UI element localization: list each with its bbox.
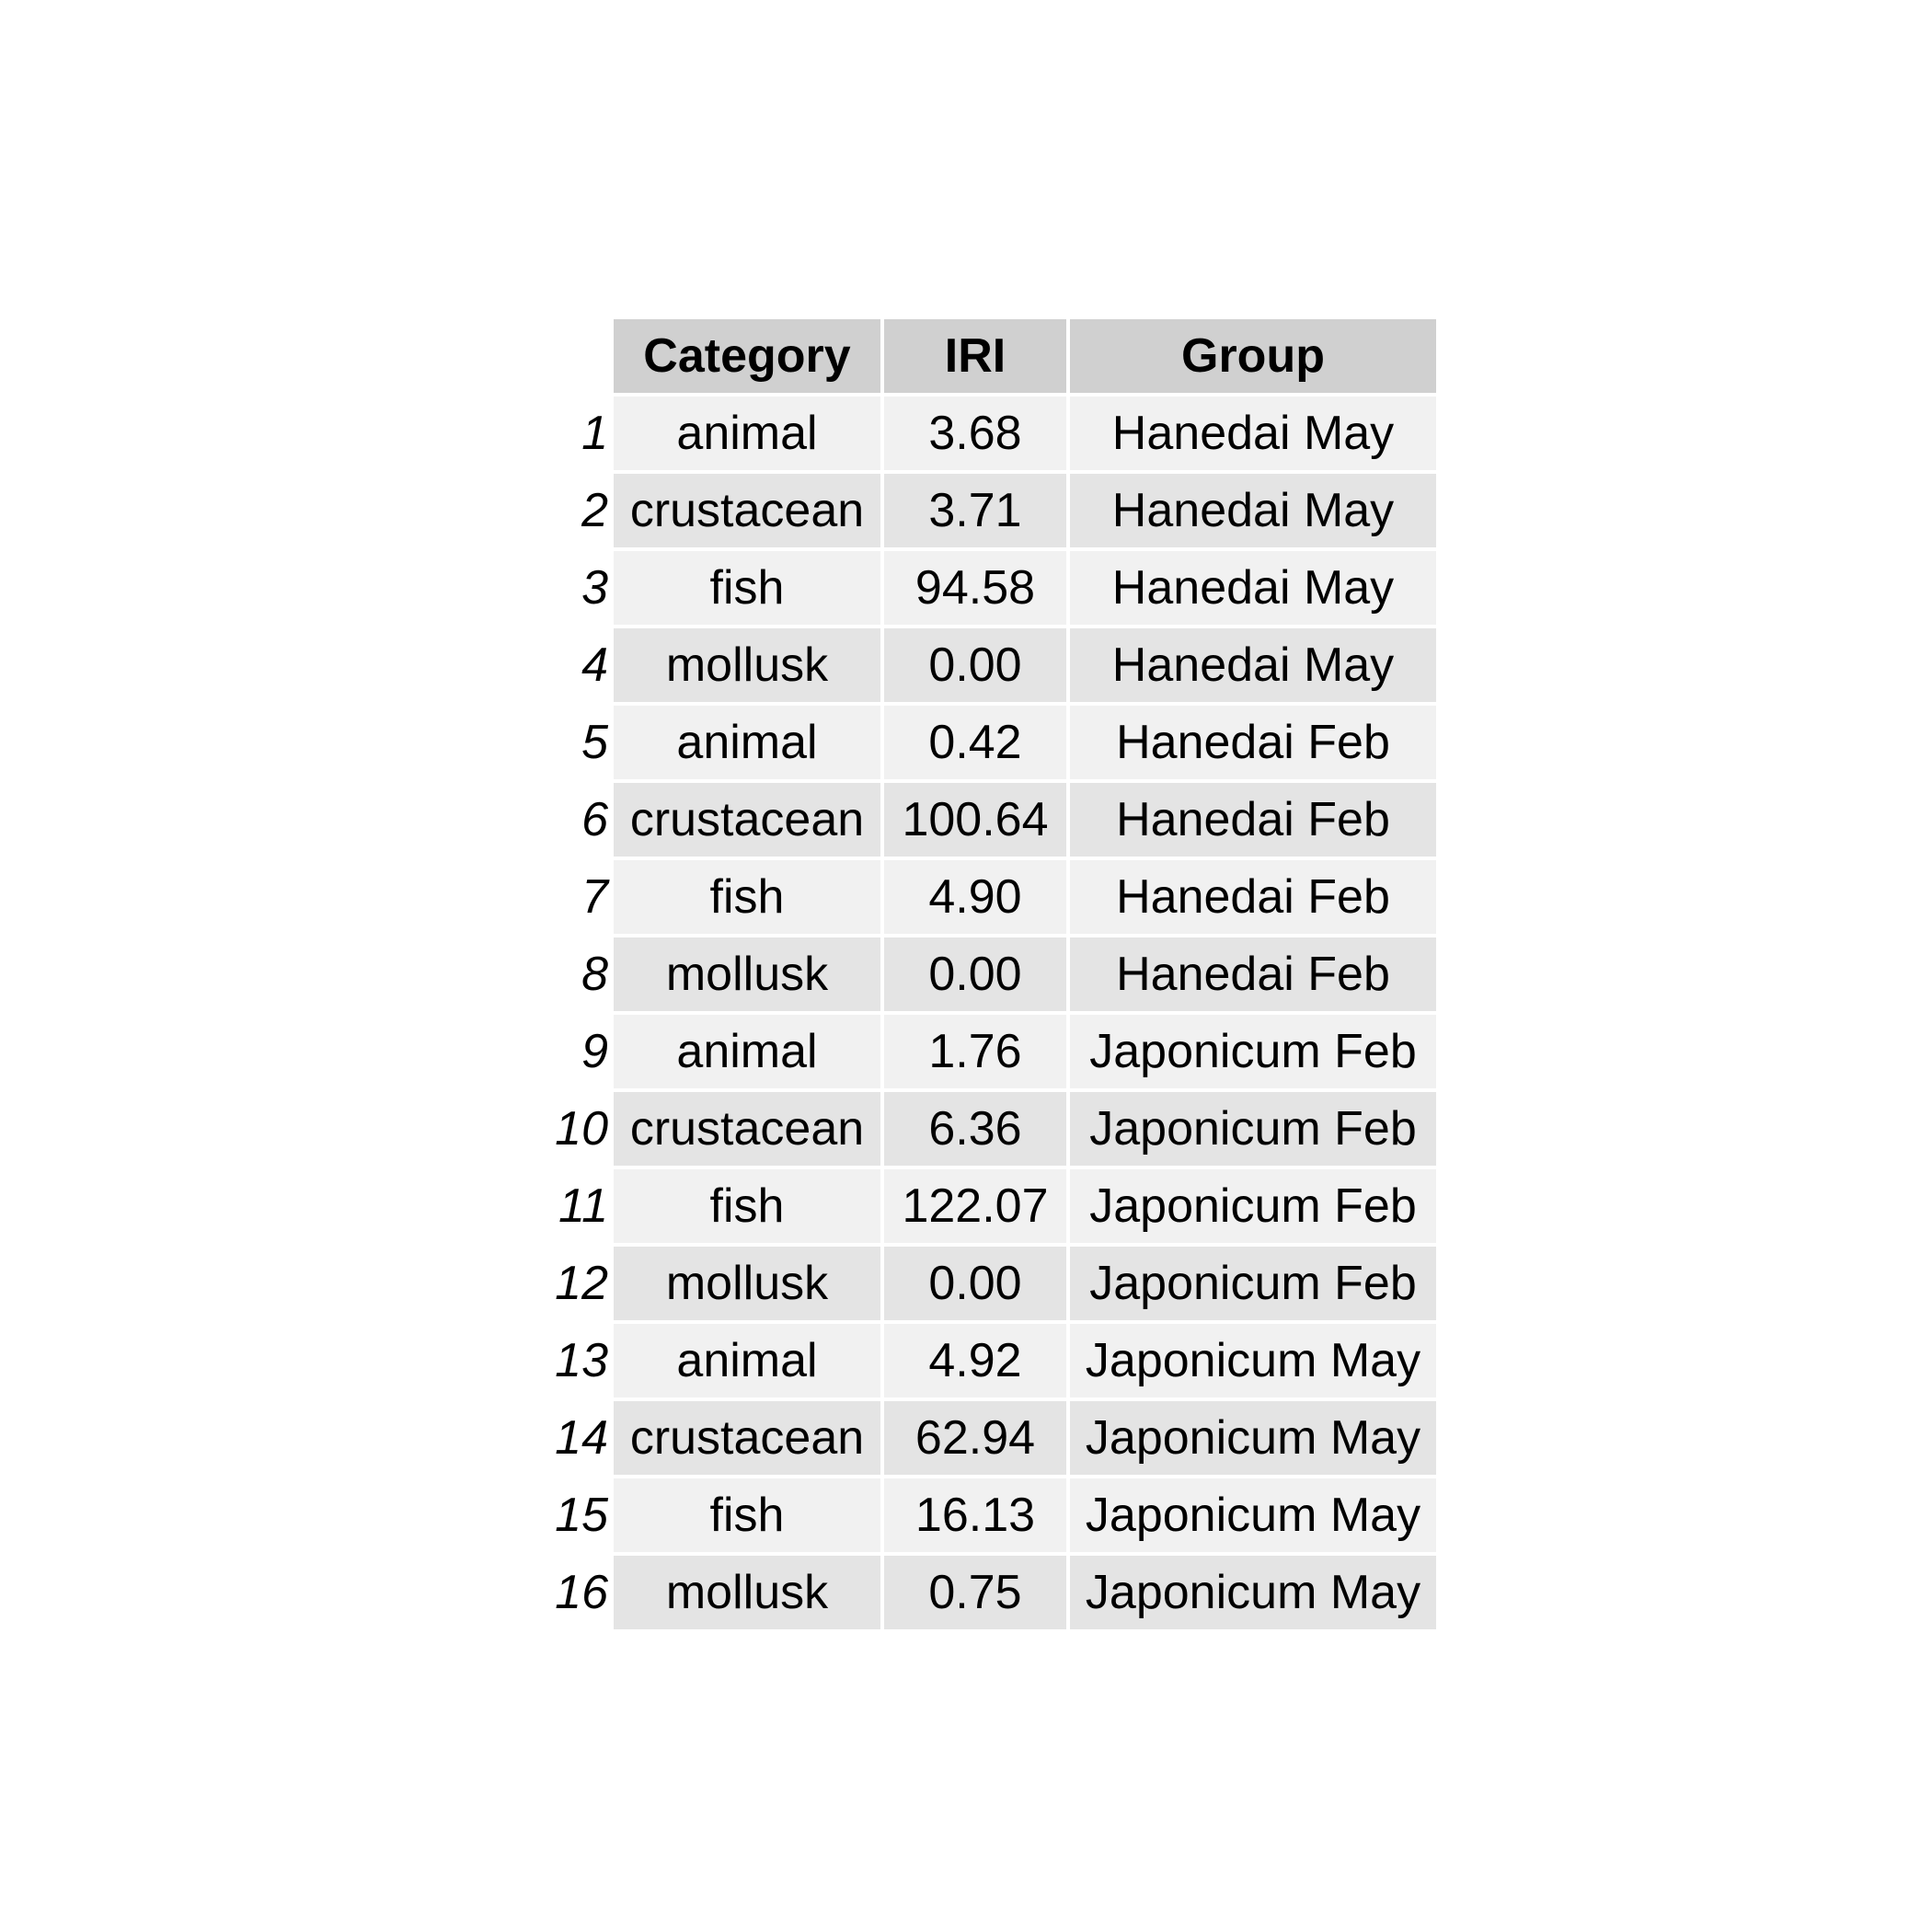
cell-group: Japonicum Feb — [1070, 1015, 1436, 1088]
table-row — [553, 706, 1436, 779]
cell-category: animal — [614, 397, 880, 470]
cell-iri: 4.90 — [884, 860, 1066, 934]
row-number: 13 — [555, 1334, 608, 1387]
cell-group: Japonicum Feb — [1070, 1247, 1436, 1320]
table-body — [553, 397, 1436, 1629]
cell-category: mollusk — [614, 937, 880, 1011]
cell-category: mollusk — [614, 1247, 880, 1320]
row-number: 16 — [555, 1566, 608, 1619]
row-number: 3 — [581, 561, 608, 615]
cell-iri: 0.00 — [884, 937, 1066, 1011]
cell-group: Hanedai May — [1070, 628, 1436, 702]
data-table-container — [549, 316, 1440, 1633]
table-row — [553, 1401, 1436, 1475]
cell-iri: 94.58 — [884, 551, 1066, 625]
table-row — [553, 551, 1436, 625]
cell-group: Japonicum May — [1070, 1401, 1436, 1475]
cell-category: animal — [614, 1015, 880, 1088]
row-name-header — [553, 319, 610, 393]
cell-category: mollusk — [614, 628, 880, 702]
cell-category: crustacean — [614, 474, 880, 547]
cell-iri: 6.36 — [884, 1092, 1066, 1166]
cell-group: Japonicum May — [1070, 1556, 1436, 1629]
cell-iri: 0.00 — [884, 1247, 1066, 1320]
cell-category: animal — [614, 706, 880, 779]
row-number: 10 — [555, 1102, 608, 1156]
cell-iri: 4.92 — [884, 1324, 1066, 1397]
cell-iri: 3.68 — [884, 397, 1066, 470]
table-row — [553, 783, 1436, 857]
cell-iri: 16.13 — [884, 1478, 1066, 1552]
table-row — [553, 1015, 1436, 1088]
row-number: 8 — [581, 948, 608, 1001]
header-category: Category — [614, 319, 880, 393]
iri-table — [549, 316, 1440, 1633]
table-row — [553, 628, 1436, 702]
cell-group: Hanedai May — [1070, 474, 1436, 547]
cell-category: crustacean — [614, 1401, 880, 1475]
table-row — [553, 1478, 1436, 1552]
cell-category: animal — [614, 1324, 880, 1397]
cell-iri: 100.64 — [884, 783, 1066, 857]
cell-group: Hanedai Feb — [1070, 783, 1436, 857]
cell-group: Hanedai May — [1070, 551, 1436, 625]
cell-category: fish — [614, 1478, 880, 1552]
table-row — [553, 397, 1436, 470]
row-number: 6 — [581, 793, 608, 846]
row-number: 9 — [581, 1025, 608, 1078]
header-group: Group — [1070, 319, 1436, 393]
row-number: 2 — [581, 484, 608, 537]
row-number: 7 — [581, 870, 608, 924]
row-number: 12 — [555, 1257, 608, 1310]
table-row — [553, 860, 1436, 934]
row-number: 1 — [581, 407, 608, 460]
cell-group: Hanedai Feb — [1070, 937, 1436, 1011]
cell-category: crustacean — [614, 783, 880, 857]
cell-group: Hanedai Feb — [1070, 706, 1436, 779]
table-row — [553, 1556, 1436, 1629]
cell-category: fish — [614, 551, 880, 625]
cell-group: Hanedai Feb — [1070, 860, 1436, 934]
table-row — [553, 1169, 1436, 1243]
cell-group: Japonicum May — [1070, 1324, 1436, 1397]
cell-iri: 3.71 — [884, 474, 1066, 547]
table-row — [553, 937, 1436, 1011]
table-row — [553, 1092, 1436, 1166]
cell-category: fish — [614, 860, 880, 934]
cell-group: Japonicum Feb — [1070, 1169, 1436, 1243]
cell-iri: 122.07 — [884, 1169, 1066, 1243]
cell-iri: 62.94 — [884, 1401, 1066, 1475]
cell-group: Hanedai May — [1070, 397, 1436, 470]
cell-category: mollusk — [614, 1556, 880, 1629]
cell-iri: 0.75 — [884, 1556, 1066, 1629]
header-iri: IRI — [884, 319, 1066, 393]
cell-group: Japonicum May — [1070, 1478, 1436, 1552]
row-number: 5 — [581, 716, 608, 769]
row-number: 14 — [555, 1411, 608, 1465]
row-number: 4 — [581, 638, 608, 692]
table-row — [553, 1324, 1436, 1397]
cell-group: Japonicum Feb — [1070, 1092, 1436, 1166]
cell-iri: 0.00 — [884, 628, 1066, 702]
cell-iri: 0.42 — [884, 706, 1066, 779]
row-number: 11 — [558, 1179, 608, 1233]
header-row — [553, 319, 1436, 393]
table-row — [553, 1247, 1436, 1320]
cell-iri: 1.76 — [884, 1015, 1066, 1088]
row-number: 15 — [555, 1489, 608, 1542]
table-row — [553, 474, 1436, 547]
cell-category: crustacean — [614, 1092, 880, 1166]
cell-category: fish — [614, 1169, 880, 1243]
